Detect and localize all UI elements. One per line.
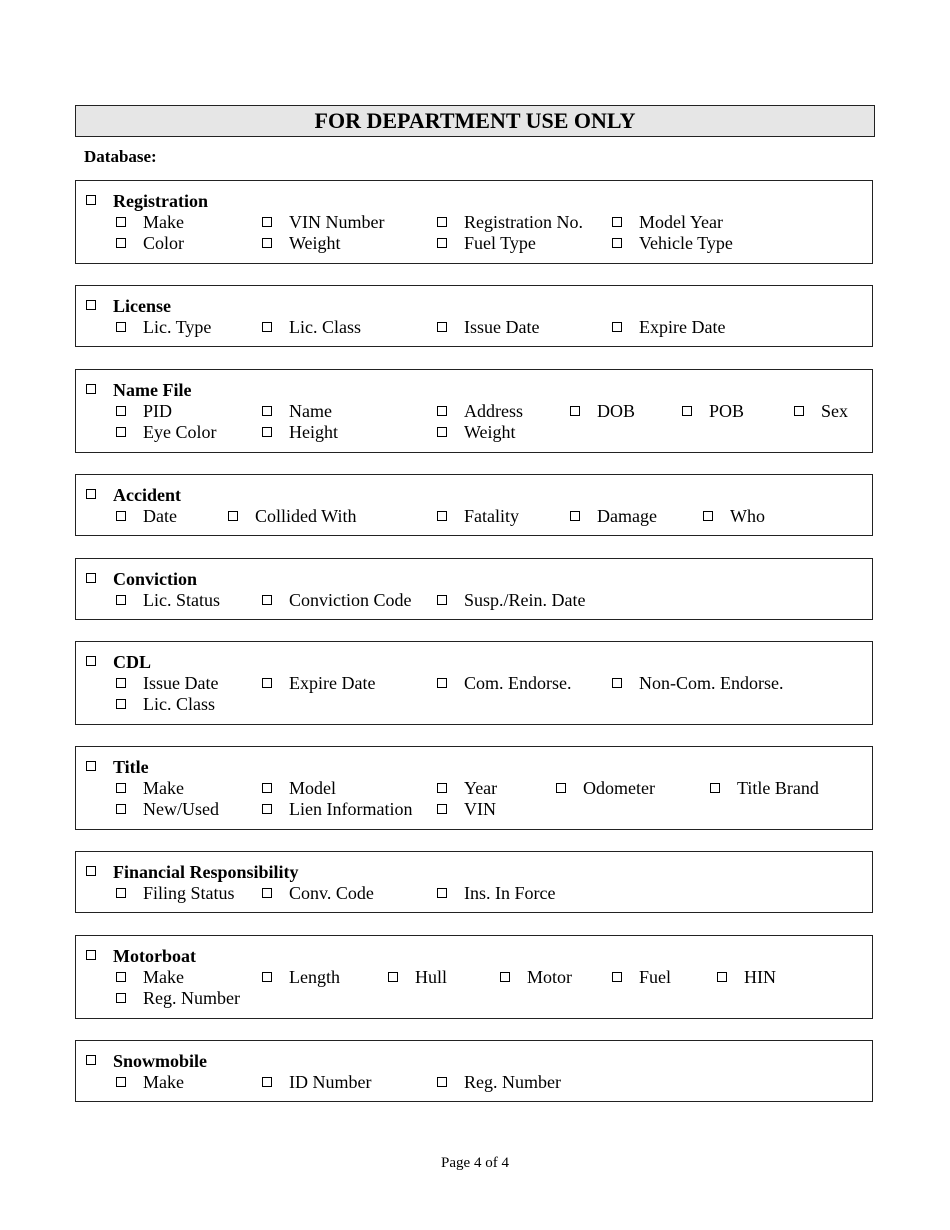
- checkbox-icon[interactable]: [703, 511, 713, 521]
- checkbox-icon[interactable]: [116, 217, 126, 227]
- section-snowmobile: Snowmobile Make ID Number Reg. Number: [75, 1040, 873, 1102]
- registration-checkbox[interactable]: [86, 195, 96, 205]
- checkbox-icon[interactable]: [262, 217, 272, 227]
- checkbox-icon[interactable]: [570, 511, 580, 521]
- section-title: Financial Responsibility: [113, 862, 299, 882]
- section-conviction: Conviction Lic. Status Conviction Code Susp./Rein. Date: [75, 558, 873, 620]
- cdl-checkbox[interactable]: [86, 656, 96, 666]
- database-label: Database:: [84, 147, 157, 166]
- section-financial-responsibility: Financial Responsibility Filing Status Conv. Code Ins. In Force: [75, 851, 873, 913]
- checkbox-icon[interactable]: [682, 406, 692, 416]
- section-cdl: CDL Issue Date Expire Date Com. Endorse. Non-Com. Endorse. Lic. Class: [75, 641, 873, 725]
- checkbox-icon[interactable]: [437, 511, 447, 521]
- section-license: License Lic. Type Lic. Class Issue Date Expire Date: [75, 285, 873, 347]
- checkbox-icon[interactable]: [262, 678, 272, 688]
- financial-checkbox[interactable]: [86, 866, 96, 876]
- checkbox-icon[interactable]: [612, 238, 622, 248]
- checkbox-icon[interactable]: [612, 678, 622, 688]
- checkbox-icon[interactable]: [437, 595, 447, 605]
- section-title: Accident: [113, 485, 181, 505]
- checkbox-icon[interactable]: [116, 678, 126, 688]
- checkbox-icon[interactable]: [612, 322, 622, 332]
- checkbox-icon[interactable]: [556, 783, 566, 793]
- checkbox-icon[interactable]: [116, 427, 126, 437]
- section-registration: Registration Make VIN Number Registration No. Model Year Color Weight Fuel Type Vehicle Type: [75, 180, 873, 264]
- accident-checkbox[interactable]: [86, 489, 96, 499]
- checkbox-icon[interactable]: [437, 678, 447, 688]
- checkbox-icon[interactable]: [437, 406, 447, 416]
- section-title: Name File: [113, 380, 192, 400]
- checkbox-icon[interactable]: [262, 427, 272, 437]
- checkbox-icon[interactable]: [717, 972, 727, 982]
- department-use-header: FOR DEPARTMENT USE ONLY: [75, 105, 875, 137]
- checkbox-icon[interactable]: [116, 804, 126, 814]
- checkbox-icon[interactable]: [437, 238, 447, 248]
- checkbox-icon[interactable]: [437, 804, 447, 814]
- checkbox-icon[interactable]: [710, 783, 720, 793]
- conviction-checkbox[interactable]: [86, 573, 96, 583]
- checkbox-icon[interactable]: [262, 322, 272, 332]
- checkbox-icon[interactable]: [262, 406, 272, 416]
- license-checkbox[interactable]: [86, 300, 96, 310]
- section-title: Title: [113, 757, 149, 777]
- section-title: License: [113, 296, 171, 316]
- checkbox-icon[interactable]: [116, 888, 126, 898]
- checkbox-icon[interactable]: [262, 888, 272, 898]
- checkbox-icon[interactable]: [116, 1077, 126, 1087]
- title-checkbox[interactable]: [86, 761, 96, 771]
- checkbox-icon[interactable]: [794, 406, 804, 416]
- section-title: CDL: [113, 652, 152, 672]
- checkbox-icon[interactable]: [500, 972, 510, 982]
- snowmobile-checkbox[interactable]: [86, 1055, 96, 1065]
- checkbox-icon[interactable]: [116, 238, 126, 248]
- section-title: Registration: [113, 191, 208, 211]
- motorboat-checkbox[interactable]: [86, 950, 96, 960]
- checkbox-icon[interactable]: [262, 804, 272, 814]
- checkbox-icon[interactable]: [116, 699, 126, 709]
- checkbox-icon[interactable]: [262, 238, 272, 248]
- checkbox-icon[interactable]: [116, 322, 126, 332]
- checkbox-icon[interactable]: [388, 972, 398, 982]
- checkbox-icon[interactable]: [262, 783, 272, 793]
- checkbox-icon[interactable]: [570, 406, 580, 416]
- checkbox-icon[interactable]: [437, 888, 447, 898]
- checkbox-icon[interactable]: [116, 993, 126, 1003]
- name-file-checkbox[interactable]: [86, 384, 96, 394]
- checkbox-icon[interactable]: [228, 511, 238, 521]
- section-title: Motorboat: [113, 946, 196, 966]
- section-accident: Accident Date Collided With Fatality Damage Who: [75, 474, 873, 536]
- checkbox-icon[interactable]: [612, 972, 622, 982]
- checkbox-icon[interactable]: [116, 595, 126, 605]
- checkbox-icon[interactable]: [116, 406, 126, 416]
- section-title: Snowmobile: [113, 1051, 208, 1071]
- checkbox-icon[interactable]: [612, 217, 622, 227]
- checkbox-icon[interactable]: [437, 322, 447, 332]
- checkbox-icon[interactable]: [262, 972, 272, 982]
- checkbox-icon[interactable]: [437, 217, 447, 227]
- section-motorboat: Motorboat Make Length Hull Motor Fuel HIN Reg. Number: [75, 935, 873, 1019]
- checkbox-icon[interactable]: [437, 1077, 447, 1087]
- checkbox-icon[interactable]: [437, 783, 447, 793]
- checkbox-icon[interactable]: [116, 783, 126, 793]
- page-number: Page 4 of 4: [441, 1155, 509, 1171]
- checkbox-icon[interactable]: [262, 595, 272, 605]
- section-title-record: Title Make Model Year Odometer Title Brand New/Used Lien Information VIN: [75, 746, 873, 830]
- checkbox-icon[interactable]: [262, 1077, 272, 1087]
- section-title: Conviction: [113, 569, 198, 589]
- checkbox-icon[interactable]: [437, 427, 447, 437]
- checkbox-icon[interactable]: [116, 511, 126, 521]
- section-name-file: Name File PID Name Address DOB POB Sex Eye Color Height Weight: [75, 369, 873, 453]
- checkbox-icon[interactable]: [116, 972, 126, 982]
